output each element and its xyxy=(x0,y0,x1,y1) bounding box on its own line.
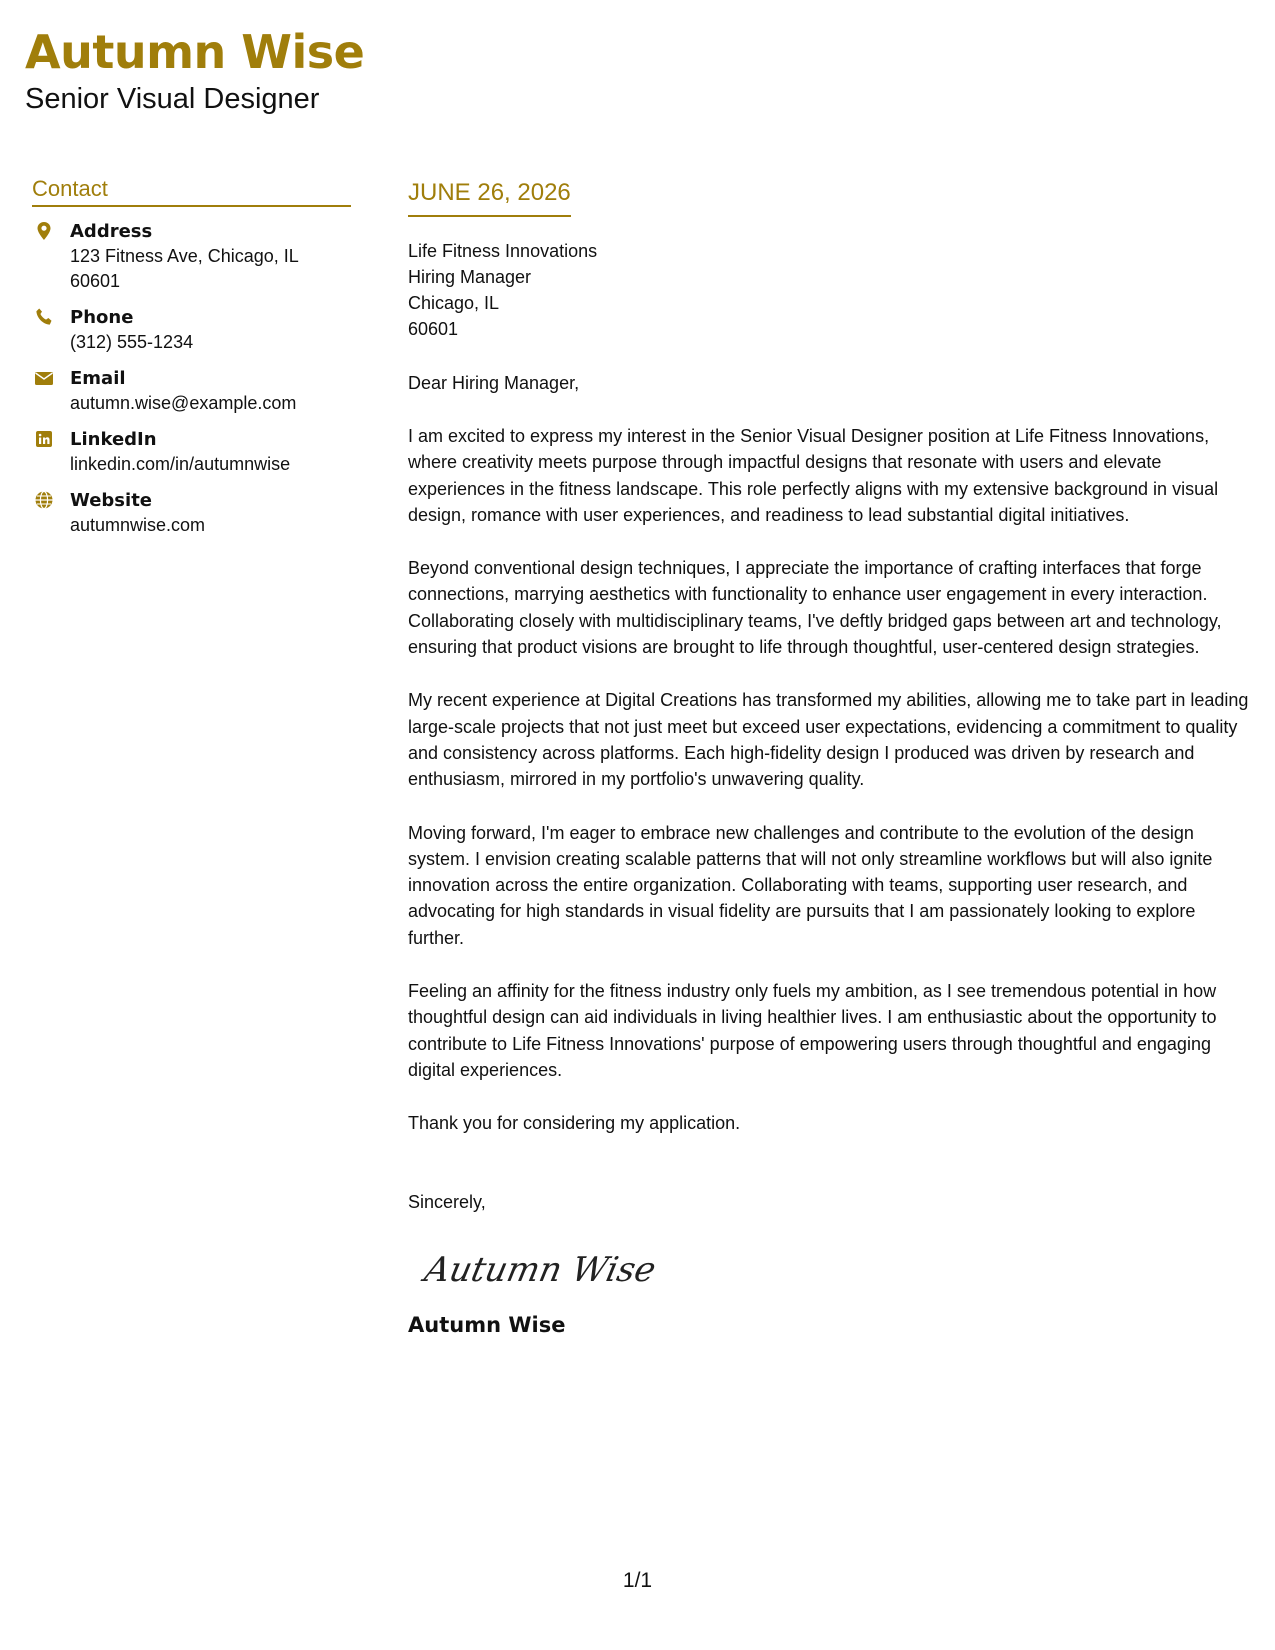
address-line-2: 60601 xyxy=(70,271,121,291)
recipient-block xyxy=(408,238,1253,342)
letter-date: JUNE 26, 2026 xyxy=(408,178,571,217)
linkedin-value: linkedin.com/in/autumnwise xyxy=(70,454,291,474)
contact-email xyxy=(32,367,351,416)
email-label: Email xyxy=(70,368,126,389)
signature-text: Autumn Wise xyxy=(421,1249,660,1290)
phone-label: Phone xyxy=(70,307,134,328)
cover-letter xyxy=(408,178,1253,1339)
letter-paragraph: My recent experience at Digital Creations has transformed my abilities, allowing me to take part in leading large-scale projects that not just meet but exceed user expectations, evidencing a commitment to quality and consistency across platforms. Each high-fidelity design I produced was driven by research and enthusiasm, mirrored in my portfolio's unwavering quality. xyxy=(408,690,1249,790)
address-label: Address xyxy=(70,221,153,242)
contact-sidebar xyxy=(32,175,351,550)
letter-paragraph: I am excited to express my interest in the Senior Visual Designer position at Life Fitness Innovations, where creativity meets purpose through impactful designs that resonate with users and elevate experiences in the fitness landscape. This role perfectly aligns with my extensive background in visual design, romance with user experiences, and readiness to lead substantial digital initiatives. xyxy=(408,426,1219,525)
recipient-role: Hiring Manager xyxy=(408,267,532,287)
website-label: Website xyxy=(70,490,153,511)
applicant-title: Senior Visual Designer xyxy=(25,83,320,115)
letter-paragraph: Feeling an affinity for the fitness industry only fuels my ambition, as I see tremendous potential in how thoughtful design can aid individuals in living healthier lives. I am enthusiastic about the opportunity to contribute to Life Fitness Innovations' purpose of empowering users through thoughtful and engaging digital experiences. xyxy=(408,981,1217,1080)
envelope-icon xyxy=(34,368,54,388)
applicant-name: Autumn Wise xyxy=(25,25,365,79)
recipient-zip: 60601 xyxy=(408,319,459,339)
letter-paragraph: Thank you for considering my application. xyxy=(408,1113,741,1134)
phone-value: (312) 555-1234 xyxy=(70,332,194,352)
resume-header xyxy=(25,22,364,116)
recipient-city: Chicago, IL xyxy=(408,293,500,313)
phone-icon xyxy=(34,307,54,327)
linkedin-label: LinkedIn xyxy=(70,429,157,450)
linkedin-icon xyxy=(34,429,54,449)
salutation: Dear Hiring Manager, xyxy=(408,373,580,393)
website-value: autumnwise.com xyxy=(70,515,206,535)
contact-phone xyxy=(32,306,351,355)
handwritten-signature xyxy=(420,1239,1253,1299)
contact-heading: Contact xyxy=(32,175,351,207)
address-line-1: 123 Fitness Ave, Chicago, IL xyxy=(70,246,299,266)
map-pin-icon xyxy=(34,221,54,241)
contact-website xyxy=(32,489,351,538)
letter-paragraph: Beyond conventional design techniques, I appreciate the importance of crafting interfaces that forge connections, marrying aesthetics with functionality to enhance user engagement in every interaction. Collaborating closely with multidisciplinary teams, I've deftly bridged gaps between art and technology, ensuring that product visions are brought to life through thoughtful, user-centered design strategies. xyxy=(408,558,1222,658)
email-value: autumn.wise@example.com xyxy=(70,393,297,413)
globe-icon xyxy=(34,490,54,510)
page-number: 1/1 xyxy=(622,1569,653,1592)
letter-paragraph: Moving forward, I'm eager to embrace new challenges and contribute to the evolution of the design system. I envision creating scalable patterns that will not only streamline workflows but will also ignite innovation across the entire organization. Collaborating with teams, supporting user research, and advocating for high standards in visual fidelity are pursuits that I am passionately looking to explore further. xyxy=(408,822,1213,948)
contact-linkedin xyxy=(32,428,351,477)
recipient-company: Life Fitness Innovations xyxy=(408,241,598,261)
closing: Sincerely, xyxy=(408,1191,486,1212)
contact-address xyxy=(32,220,351,294)
signed-name: Autumn Wise xyxy=(408,1312,566,1337)
